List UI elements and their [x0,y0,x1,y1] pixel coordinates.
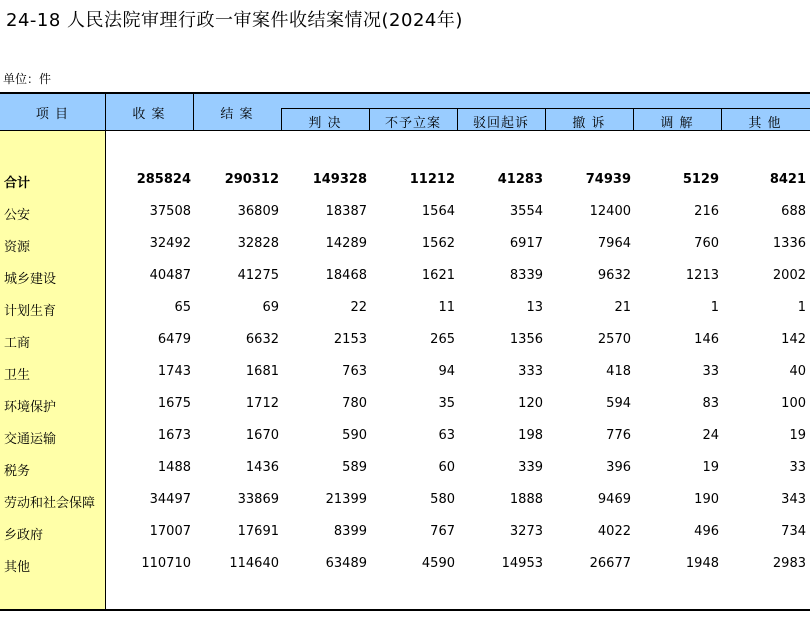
table-cell: 1564 [421,204,455,219]
table-cell: 100 [781,396,806,411]
table-cell: 1948 [685,556,719,571]
row-label: 资源 [4,240,31,255]
table-cell: 343 [781,492,806,507]
table-cell: 22 [350,300,367,315]
table-cell: 2983 [772,556,806,571]
row-label: 乡政府 [4,528,44,543]
table-row [0,332,810,352]
table-cell: 1712 [245,396,279,411]
table-cell: 1673 [157,428,191,443]
page-title: 24-18 人民法院审理行政一审案件收结案情况(2024年) [6,10,463,31]
table-cell: 114640 [229,556,279,571]
table-cell: 333 [518,364,543,379]
table-row [0,396,810,416]
header-mediation: 调 解 [660,116,694,131]
table-cell: 142 [781,332,806,347]
table-cell: 149328 [312,172,367,187]
table-cell: 1 [710,300,719,315]
table-cell: 34497 [149,492,191,507]
table-cell: 14953 [501,556,543,571]
table-cell: 1356 [509,332,543,347]
table-cell: 37508 [149,204,191,219]
table-cell: 734 [781,524,806,539]
table-cell: 21399 [325,492,367,507]
table-cell: 1488 [157,460,191,475]
table-cell: 2153 [333,332,367,347]
row-label: 公安 [4,208,31,223]
row-label: 工商 [4,336,31,351]
table-row [0,364,810,384]
table-cell: 8399 [333,524,367,539]
table-cell: 2570 [597,332,631,347]
table-cell: 580 [430,492,455,507]
table-cell: 589 [342,460,367,475]
table-cell: 74939 [585,172,631,187]
header-withdrawn: 撤 诉 [572,116,606,131]
table-cell: 285824 [136,172,191,187]
table-row [0,460,810,480]
table-cell: 9632 [597,268,631,283]
table-cell: 6479 [157,332,191,347]
table-cell: 69 [262,300,279,315]
row-label: 城乡建设 [4,272,57,287]
table-cell: 110710 [141,556,191,571]
table-cell: 418 [606,364,631,379]
table-cell: 41283 [497,172,543,187]
table-cell: 767 [430,524,455,539]
table-cell: 198 [518,428,543,443]
table-row [0,556,810,576]
table-cell: 83 [702,396,719,411]
row-label: 交通运输 [4,432,57,447]
table-cell: 1681 [245,364,279,379]
header-received: 收 案 [132,107,166,122]
table-cell: 1336 [772,236,806,251]
table-cell: 41275 [237,268,279,283]
row-label: 环境保护 [4,400,57,415]
table-cell: 8421 [769,172,806,187]
table-cell: 17691 [237,524,279,539]
table-cell: 33 [702,364,719,379]
table-cell: 9469 [597,492,631,507]
table-cell: 32492 [149,236,191,251]
table-cell: 63 [438,428,455,443]
table-cell: 26677 [589,556,631,571]
table-bottom-rule [0,609,810,611]
table-cell: 36809 [237,204,279,219]
table-cell: 4590 [421,556,455,571]
table-cell: 1888 [509,492,543,507]
table-cell: 12400 [589,204,631,219]
table-cell: 290312 [224,172,279,187]
table-cell: 7964 [597,236,631,251]
row-label: 劳动和社会保障 [4,496,96,511]
header-closed: 结 案 [220,107,254,122]
table-cell: 396 [606,460,631,475]
table-cell: 780 [342,396,367,411]
table-cell: 5129 [682,172,719,187]
row-label: 税务 [4,464,31,479]
table-cell: 19 [789,428,806,443]
table-row [0,172,810,192]
table-cell: 35 [438,396,455,411]
table-cell: 40487 [149,268,191,283]
row-label: 计划生育 [4,304,57,319]
table-cell: 1743 [157,364,191,379]
table-row [0,428,810,448]
table-cell: 18387 [325,204,367,219]
table-cell: 40 [789,364,806,379]
table-cell: 265 [430,332,455,347]
header-item: 项 目 [35,107,70,122]
table-cell: 24 [702,428,719,443]
row-label: 合计 [4,176,31,191]
table-cell: 776 [606,428,631,443]
table-row [0,524,810,544]
table-cell: 21 [614,300,631,315]
header-other: 其 他 [748,116,782,131]
table-cell: 216 [694,204,719,219]
table-cell: 339 [518,460,543,475]
table-cell: 1213 [685,268,719,283]
unit-label: 单位：件 [3,72,52,86]
table-cell: 13 [526,300,543,315]
table-cell: 6632 [245,332,279,347]
row-label: 其他 [4,560,31,575]
table-cell: 4022 [597,524,631,539]
header-dismissed: 驳回起诉 [472,116,529,131]
table-cell: 94 [438,364,455,379]
table-cell: 33 [789,460,806,475]
table-cell: 63489 [325,556,367,571]
table-cell: 3273 [509,524,543,539]
table-cell: 17007 [149,524,191,539]
table-cell: 33869 [237,492,279,507]
table-cell: 1436 [245,460,279,475]
table-cell: 688 [781,204,806,219]
table-cell: 760 [694,236,719,251]
table-row [0,492,810,512]
table-cell: 11212 [409,172,455,187]
table-row [0,204,810,224]
table-row [0,268,810,288]
table-cell: 11 [438,300,455,315]
table-row [0,236,810,256]
table-cell: 594 [606,396,631,411]
table-row [0,300,810,320]
row-label: 卫生 [4,368,31,383]
table-cell: 1 [797,300,806,315]
table-top-rule [0,92,810,94]
table-cell: 60 [438,460,455,475]
table-cell: 1670 [245,428,279,443]
table-cell: 18468 [325,268,367,283]
table-cell: 1621 [421,268,455,283]
table-cell: 496 [694,524,719,539]
table-cell: 120 [518,396,543,411]
table-cell: 32828 [237,236,279,251]
table-cell: 190 [694,492,719,507]
table-cell: 590 [342,428,367,443]
table-cell: 3554 [509,204,543,219]
table-cell: 6917 [509,236,543,251]
table-cell: 763 [342,364,367,379]
header-judgment: 判 决 [308,116,342,131]
table-cell: 1562 [421,236,455,251]
table-cell: 2002 [772,268,806,283]
table-cell: 14289 [325,236,367,251]
table-cell: 8339 [509,268,543,283]
table-cell: 19 [702,460,719,475]
table-cell: 65 [174,300,191,315]
table-cell: 146 [694,332,719,347]
header-not-filed: 不予立案 [384,116,441,131]
table-cell: 1675 [157,396,191,411]
